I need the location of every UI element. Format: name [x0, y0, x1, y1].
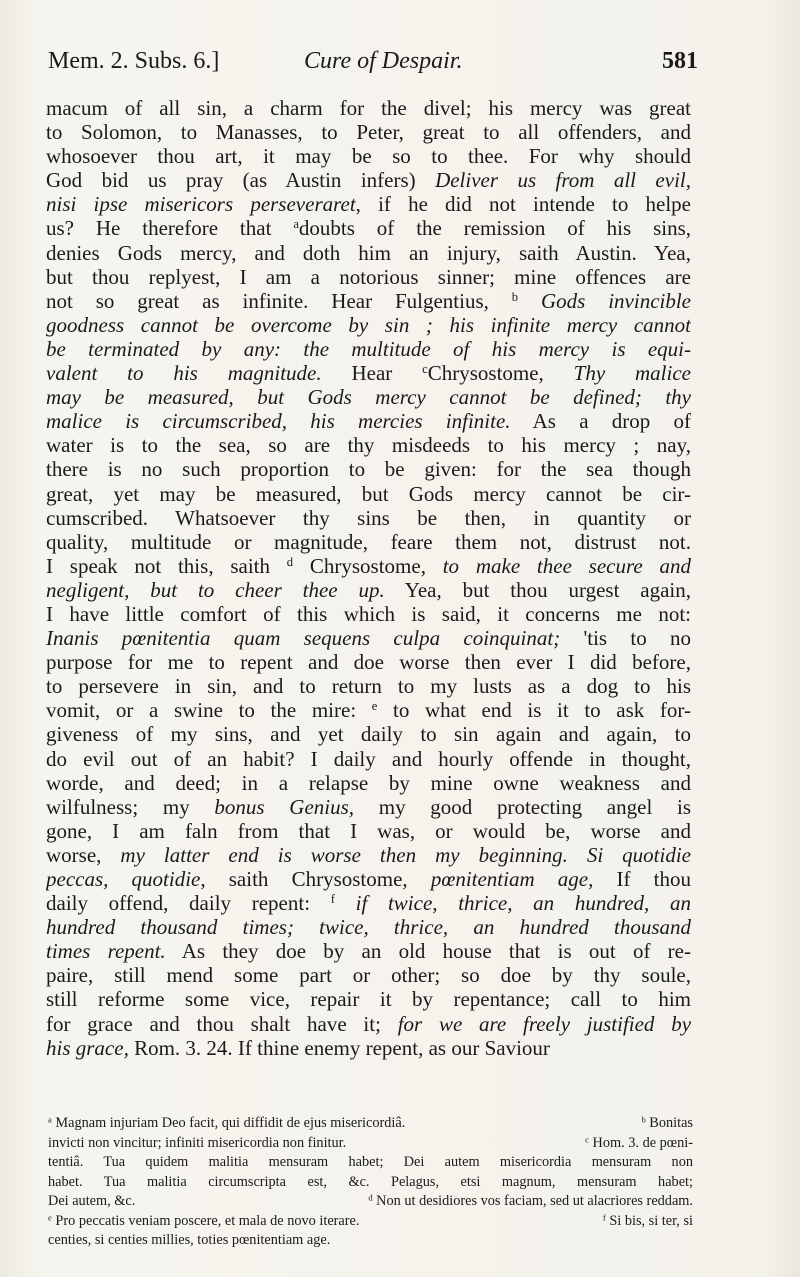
text-run: my latter end is worse then my beginning. [120, 842, 568, 867]
text-run: Dei autem, &c. [48, 1193, 136, 1209]
text-run: whosoever thou art, it may be so to thee. For why should [46, 144, 691, 169]
text-line [46, 482, 691, 506]
footnote-marker: c [422, 362, 428, 377]
text-run: worse, [46, 842, 121, 867]
text-run: Magnam injuriam Deo facit, qui diffidit de ejus misericordiâ. [51, 1115, 406, 1131]
text-run: do evil out of an habit? I daily and hourly offende in thought, [46, 746, 691, 771]
text-run: his grace, [46, 1035, 129, 1060]
text-run: cumscribed. Whatsoever thy sins be then, in quantity or [46, 505, 691, 530]
text-run: wilfulness; my [46, 794, 215, 819]
text-line [46, 385, 691, 409]
text-run: macum of all sin, a charm for the divel; his mercy was great [46, 96, 691, 120]
text-run: nisi ipse misericors perseveraret [46, 192, 356, 217]
text-run: water is to the sea, so are thy misdeeds to his mercy ; nay, [46, 433, 691, 458]
text-line [46, 1012, 691, 1036]
footnote-marker: a [48, 1114, 52, 1125]
main-text [46, 96, 691, 1060]
text-line [46, 795, 691, 819]
text-run: habet. Tua malitia circumscripta est, &c. Pelagus, etsi magnum, mensuram habet; [48, 1173, 693, 1190]
footnote-marker: c [585, 1133, 589, 1144]
text-run: Bonitas [645, 1115, 693, 1131]
text-line [46, 530, 691, 554]
text-run: us? He therefore that [46, 216, 294, 241]
text-run: quality, multitude or magnitude, feare them not, distrust not. [46, 529, 691, 554]
text-line [46, 674, 691, 698]
footnote-line [48, 1134, 693, 1154]
text-run: goodness cannot be overcome by sin ; his infinite mercy cannot [46, 312, 691, 337]
section-reference: Mem. 2. Subs. 6.] [48, 48, 220, 74]
text-run: to Solomon, to Manasses, to Peter, great to all offenders, and [46, 120, 691, 145]
text-run: Hear [321, 361, 423, 386]
text-line [46, 168, 691, 192]
text-run: daily offend, daily repent: [46, 891, 331, 916]
text-line [46, 120, 691, 144]
text-run: hundred thousand times; twice, thrice, an hundred thousand [46, 915, 691, 940]
footnote-segment-right [368, 1192, 693, 1212]
text-line [46, 265, 691, 289]
text-run: If thou [593, 867, 691, 891]
footnote-marker: b [511, 289, 519, 304]
text-line [46, 361, 691, 385]
text-run: paire, still mend some part or other; so doe by thy soule, [46, 963, 691, 988]
text-line [46, 144, 691, 168]
text-run: still reforme some vice, repair it by repentance; call to him [46, 987, 691, 1012]
text-line [46, 216, 691, 240]
text-run: tentiâ. Tua quidem malitia mensuram habet; Dei autem misericordia mensuram non [48, 1154, 693, 1170]
text-run: pœnitentiam age, [430, 867, 594, 891]
footnote-segment-left [48, 1212, 359, 1232]
text-run: Chrysostome, [293, 553, 443, 578]
text-run: to what end is it to ask for- [377, 698, 691, 723]
text-run [568, 843, 587, 867]
footnote-marker: e [48, 1211, 52, 1222]
footnote-marker: a [293, 217, 299, 232]
text-run: Non ut desidiores vos faciam, sed ut alacriores reddam. [372, 1193, 693, 1209]
text-run: be terminated by any: the multitude of his mercy is equi- [46, 336, 691, 361]
text-run: not so great as infinite. Hear Fulgentius, [46, 288, 512, 313]
page-number: 581 [662, 48, 698, 74]
text-run: vomit, or a swine to the mire: [46, 698, 372, 723]
text-run: may be measured, but Gods mercy cannot be defined; thy [46, 385, 691, 410]
text-line [46, 915, 691, 939]
footnote-segment-left [48, 1192, 135, 1212]
footnote-line [48, 1192, 693, 1212]
text-run: As they doe by an old house that is out of re- [165, 939, 691, 964]
footnote-segment-right [603, 1212, 693, 1232]
footnote-segment-left [48, 1134, 346, 1154]
text-run: to make thee secure and [442, 553, 691, 578]
text-line [46, 819, 691, 843]
text-run: gone, I am faln from that I was, or would be, worse and [46, 818, 691, 843]
text-run: Yea, but thou urgest again, [384, 577, 691, 602]
text-line [46, 747, 691, 771]
footnote-marker: d [368, 1192, 373, 1203]
footnote-line [48, 1212, 693, 1232]
text-run: I speak not this, saith [46, 553, 287, 578]
text-line [46, 987, 691, 1011]
text-line [46, 867, 691, 891]
text-run: 'tis to no [560, 626, 691, 651]
text-run: invicti non vincitur; infiniti misericordia non finitur. [48, 1134, 347, 1151]
text-run: Deliver us from all evil, [435, 168, 691, 193]
text-run: Rom. 3. 24. If thine enemy repent, as our Saviour [128, 1035, 550, 1060]
text-run: Si quotidie [586, 842, 691, 867]
text-run: malice is circumscribed, his mercies infinite. [46, 409, 511, 434]
footnote-segment-right [641, 1114, 693, 1134]
text-run: there is no such proportion to be given: for the sea though [46, 457, 691, 482]
text-run: Chrysostome, [427, 361, 574, 386]
text-line [46, 96, 691, 120]
text-run: worde, and deed; in a relapse by mine owne weakness and [46, 770, 691, 795]
text-line [46, 626, 691, 650]
text-line [46, 313, 691, 337]
text-run: , if he did not intende to helpe [355, 192, 691, 217]
text-line [46, 963, 691, 987]
text-run: saith Chrysostome, [205, 867, 431, 891]
text-run: to persevere in sin, and to return to my lusts as a dog to his [46, 674, 691, 699]
text-run: times repent. [46, 939, 166, 964]
text-run: for we are freely justified by [397, 1011, 691, 1036]
text-line [46, 650, 691, 674]
text-run: God bid us pray (as Austin infers) [46, 168, 436, 193]
text-run: valent to his magnitude. [46, 361, 322, 386]
text-run: Pro peccatis veniam poscere, et mala de novo iterare. [51, 1212, 360, 1229]
running-title: Cure of Despair. [304, 48, 463, 74]
text-run: Si bis, si ter, si [605, 1212, 693, 1229]
text-run: my good protecting angel is [354, 794, 691, 819]
text-line [46, 891, 691, 915]
text-line [46, 433, 691, 457]
text-run: peccas, quotidie, [46, 867, 206, 891]
text-run: As a drop of [510, 409, 691, 434]
text-line [46, 192, 691, 216]
footnote-line [48, 1231, 693, 1251]
running-header [48, 48, 698, 80]
text-run: Thy malice [573, 361, 691, 386]
text-run: giveness of my sins, and yet daily to sin again and again, to [46, 722, 691, 747]
footnote-marker: f [330, 892, 335, 907]
text-line [46, 602, 691, 626]
text-run: denies Gods mercy, and doth him an injury, saith Austin. Yea, [46, 240, 691, 265]
text-run: I have little comfort of this which is said, it concerns me not: [46, 601, 691, 626]
text-line [46, 289, 691, 313]
text-run: for grace and thou shalt have it; [46, 1011, 398, 1036]
text-run: negligent, but to cheer thee up. [46, 577, 385, 602]
text-run: great, yet may be measured, but Gods mercy cannot be cir- [46, 481, 691, 506]
footnote-marker: b [641, 1114, 646, 1125]
text-line [46, 722, 691, 746]
text-line [46, 241, 691, 265]
footnotes [48, 1114, 693, 1251]
text-run: purpose for me to repent and doe worse then ever I did before, [46, 650, 691, 675]
footnote-line [48, 1114, 693, 1134]
footnote-segment-left [48, 1114, 405, 1134]
footnote-marker: f [602, 1211, 606, 1222]
footnote-marker: d [286, 554, 294, 569]
text-line [46, 409, 691, 433]
text-line [46, 554, 691, 578]
text-run: Inanis pœnitentia quam sequens culpa coinquinat; [46, 626, 561, 651]
text-line [46, 843, 691, 867]
text-run: if twice, thrice, an hundred, an [334, 891, 691, 916]
text-run: Hom. 3. de pœni- [588, 1134, 693, 1151]
text-run: centies, si centies millies, toties pœnitentiam age. [48, 1232, 331, 1248]
footnote-segment-right [585, 1134, 693, 1154]
footnote-marker: e [371, 699, 378, 714]
text-line [46, 506, 691, 530]
text-run: doubts of the remission of his sins, [298, 216, 691, 241]
text-line [46, 578, 691, 602]
text-line [46, 1036, 691, 1060]
text-line [46, 337, 691, 361]
footnote-line [48, 1173, 693, 1193]
text-run: but thou replyest, I am a notorious sinner; mine offences are [46, 264, 691, 289]
text-run: bonus Genius, [214, 794, 355, 819]
footnote-line [48, 1153, 693, 1173]
text-line [46, 698, 691, 722]
text-line [46, 939, 691, 963]
text-run: Gods invincible [518, 288, 691, 313]
text-line [46, 457, 691, 481]
text-line [46, 771, 691, 795]
